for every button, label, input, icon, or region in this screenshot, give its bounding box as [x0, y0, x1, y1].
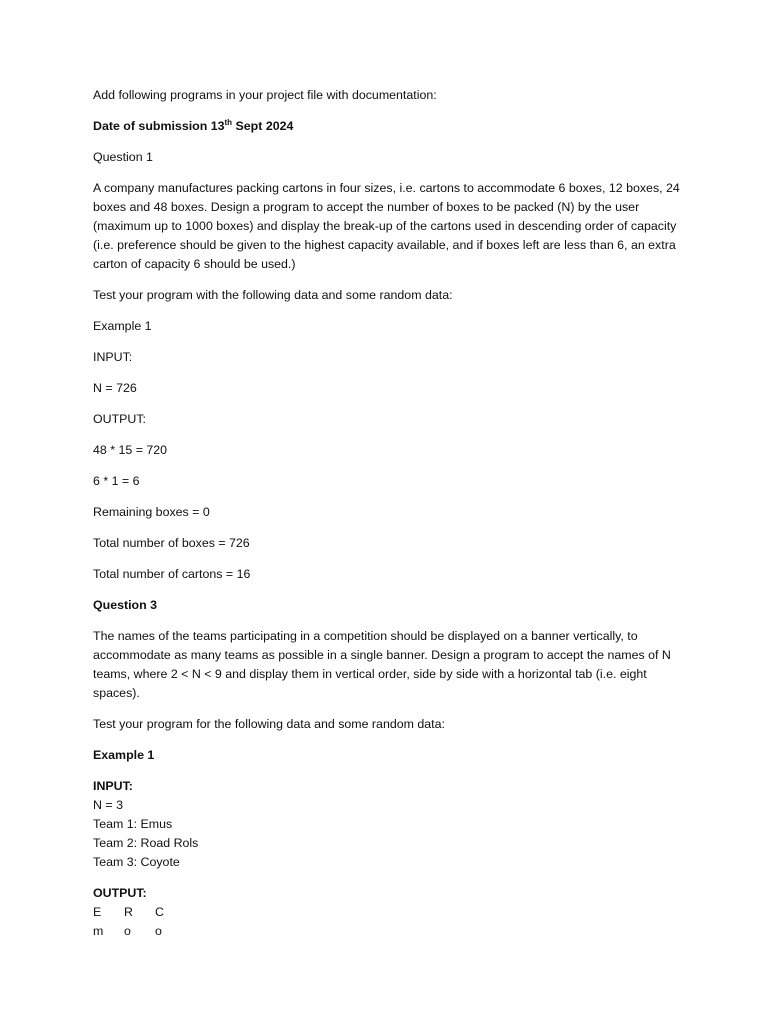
document-content: [93, 86, 683, 953]
question-1-example-label: Example 1: [93, 319, 152, 333]
question-1-output-line: Total number of cartons = 16: [93, 567, 251, 581]
output-grid-row: [93, 903, 683, 922]
output-grid-cell: R: [124, 905, 133, 919]
submission-date-suffix: Sept 2024: [232, 119, 294, 133]
question-1-output-line: Total number of boxes = 726: [93, 536, 250, 550]
intro-text: Add following programs in your project file with documentation:: [93, 88, 437, 102]
question-3-body: The names of the teams participating in a competition should be displayed on a banner vertically, to accommodate as many teams as possible in a single banner. Design a program to accept the names of N teams, where 2 < N < 9 and display them in vertical order, side by side with a horizontal tab (i.e. eight spaces).: [93, 629, 671, 700]
submission-date-superscript: th: [224, 117, 233, 127]
question-1-test-prompt: Test your program with the following data and some random data:: [93, 288, 453, 302]
question-3-input-line: Team 3: Coyote: [93, 855, 180, 869]
question-3-output-block: [93, 884, 683, 941]
question-1-output-line: 6 * 1 = 6: [93, 474, 140, 488]
question-1-output-line: 48 * 15 = 720: [93, 443, 168, 457]
question-1-body: A company manufactures packing cartons in four sizes, i.e. cartons to accommodate 6 boxes, 12 boxes, 24 boxes and 48 boxes. Design a program to accept the number of boxes to be packed (N) by the user (maximum up to 1000 boxes) and display the break-up of the cartons used in descending order of capacity (i.e. preference should be given to the highest capacity available, and if boxes left are less than 6, an extra carton of capacity 6 should be used.): [93, 181, 680, 271]
output-grid-row: [93, 922, 683, 941]
question-3-heading: Question 3: [93, 598, 158, 612]
question-3-input-line: Team 2: Road Rols: [93, 836, 199, 850]
output-grid-cell: E: [93, 905, 102, 919]
question-3-input-line: Team 1: Emus: [93, 817, 173, 831]
submission-date-prefix: Date of submission 13: [93, 119, 225, 133]
question-3-input-line: N = 3: [93, 798, 123, 812]
question-3-test-prompt: Test your program for the following data and some random data:: [93, 717, 445, 731]
output-grid-cell: o: [124, 924, 131, 938]
question-1-heading: Question 1: [93, 150, 153, 164]
question-1-output-line: Remaining boxes = 0: [93, 505, 210, 519]
question-3-example-label: Example 1: [93, 748, 155, 762]
question-1-input-value: N = 726: [93, 381, 137, 395]
question-3-input-block: [93, 777, 683, 872]
question-1-input-label: INPUT:: [93, 350, 133, 364]
output-grid-cell: C: [155, 905, 164, 919]
question-1-output-label: OUTPUT:: [93, 412, 147, 426]
question-3-output-label: OUTPUT:: [93, 886, 147, 900]
output-grid-cell: m: [93, 924, 104, 938]
output-grid-cell: o: [155, 924, 162, 938]
submission-date: [93, 117, 683, 136]
question-3-input-label: INPUT:: [93, 779, 133, 793]
